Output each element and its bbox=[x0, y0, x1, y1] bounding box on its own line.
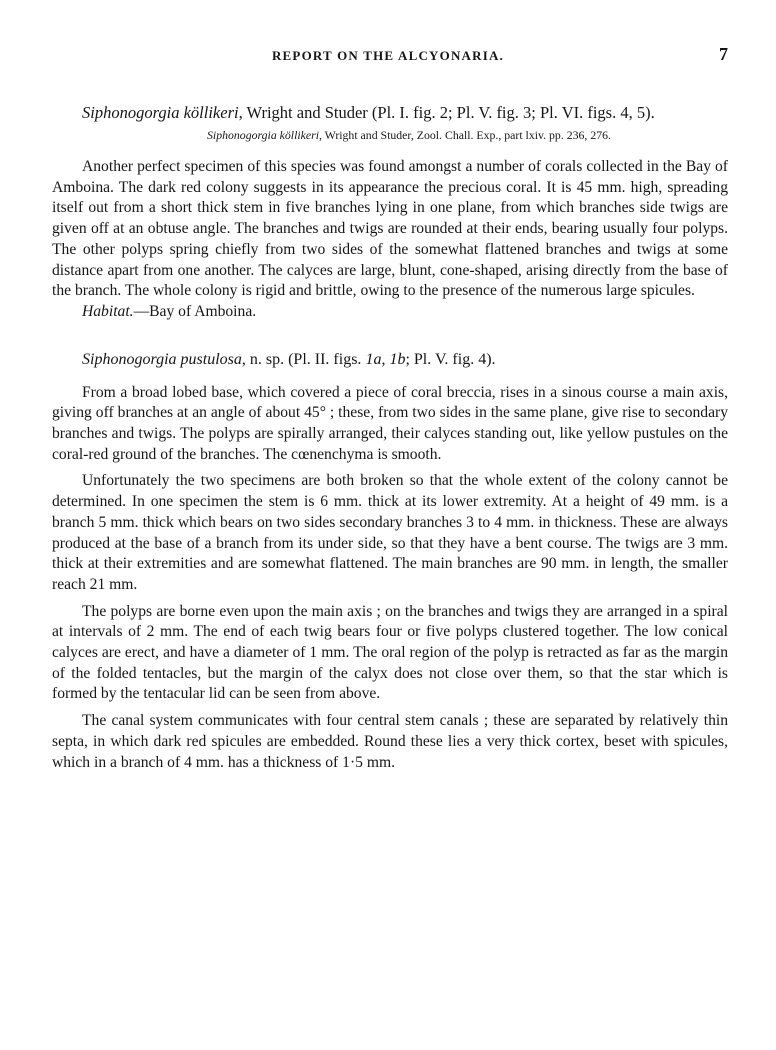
paragraph: The canal system communicates with four central stem canals ; these are separated by relatively thin septa, in which dark red spicules are embedded. Round these lies a very thick cortex, beset with spicules, which in a branch of 4 mm. has a thickness of 1·5 mm. bbox=[52, 712, 728, 771]
habitat-label: Habitat. bbox=[82, 302, 134, 320]
species-heading-pustulosa bbox=[52, 349, 728, 371]
literature-reference bbox=[52, 128, 728, 143]
page-body bbox=[52, 102, 728, 773]
section-gap bbox=[52, 323, 728, 349]
species-heading-kollikeri bbox=[52, 102, 728, 124]
species-description: Another perfect specimen of this species was found amongst a number of corals collected in the Bay of Amboina. The dark red colony suggests in its appearance the precious coral. It is 45 mm. high, spreading itself out from a short thick stem in five branches lying in one plane, from which branches side twigs are given off at an obtuse angle. The branches and twigs are rounded at their ends, bearing usually four polyps. The other polyps spring chiefly from two sides of the somewhat flattened branches and twigs at some distance apart from one another. The calyces are large, blunt, cone-shaped, arising directly from the base of the branch. The whole colony is rigid and brittle, owing to the presence of the numerous large spicules. bbox=[52, 158, 728, 300]
reference-citation: , Wright and Studer, Zool. Chall. Exp., part lxiv. pp. 236, 276. bbox=[318, 128, 611, 142]
figure-ref-b: 1b bbox=[389, 350, 406, 368]
species-name: Siphonogorgia pustulosa bbox=[82, 350, 242, 368]
habitat-text: —Bay of Amboina. bbox=[133, 302, 257, 320]
page-number: 7 bbox=[719, 44, 728, 64]
habitat-line bbox=[52, 302, 728, 323]
figure-separator: , bbox=[381, 350, 390, 368]
paragraph: The polyps are borne even upon the main axis ; on the branches and twigs they are arranged in a spiral at intervals of 2 mm. The end of each twig bears four or five polyps clustered together. The low conical calyces are erect, and have a diameter of 1 mm. The oral region of the polyp is retracted as far as the margin of the folded tentacles, but the margin of the calyx does not close over them, so that the star which is formed by the tentacular lid can be seen from above. bbox=[52, 602, 728, 703]
reference-species-name: Siphonogorgia köllikeri bbox=[207, 128, 319, 142]
heading-citation-end: ; Pl. V. fig. 4). bbox=[405, 350, 496, 368]
paragraph: From a broad lobed base, which covered a piece of coral breccia, rises in a sinous course a main axis, giving off branches at an angle of about 45° ; these, from two sides in the same plane, give rise to secondary branches and twigs. The polyps are spirally arranged, their calyces standing out, like yellow pustules on the coral-red ground of the branches. The cœnenchyma is smooth. bbox=[52, 383, 728, 463]
species-name: Siphonogorgia köllikeri bbox=[82, 103, 239, 122]
figure-ref-a: 1a bbox=[365, 350, 382, 368]
heading-citation: , n. sp. (Pl. II. figs. bbox=[241, 350, 366, 368]
heading-citation: , Wright and Studer (Pl. I. fig. 2; Pl. V. fig. 3; Pl. VI. figs. 4, 5). bbox=[238, 103, 655, 122]
paragraph: Unfortunately the two specimens are both broken so that the whole extent of the colony cannot be determined. In one specimen the stem is 6 mm. thick at its lower extremity. At a height of 49 mm. is a branch 5 mm. thick which bears on two sides secondary branches 3 to 4 mm. in thickness. These are always produced at the base of a branch from its under side, so that they have a bent course. The twigs are 3 mm. thick at their extremities and are somewhat flattened. The main branches are 90 mm. in length, the smaller reach 21 mm. bbox=[52, 472, 728, 593]
running-title: REPORT ON THE ALCYONARIA. bbox=[271, 48, 505, 63]
